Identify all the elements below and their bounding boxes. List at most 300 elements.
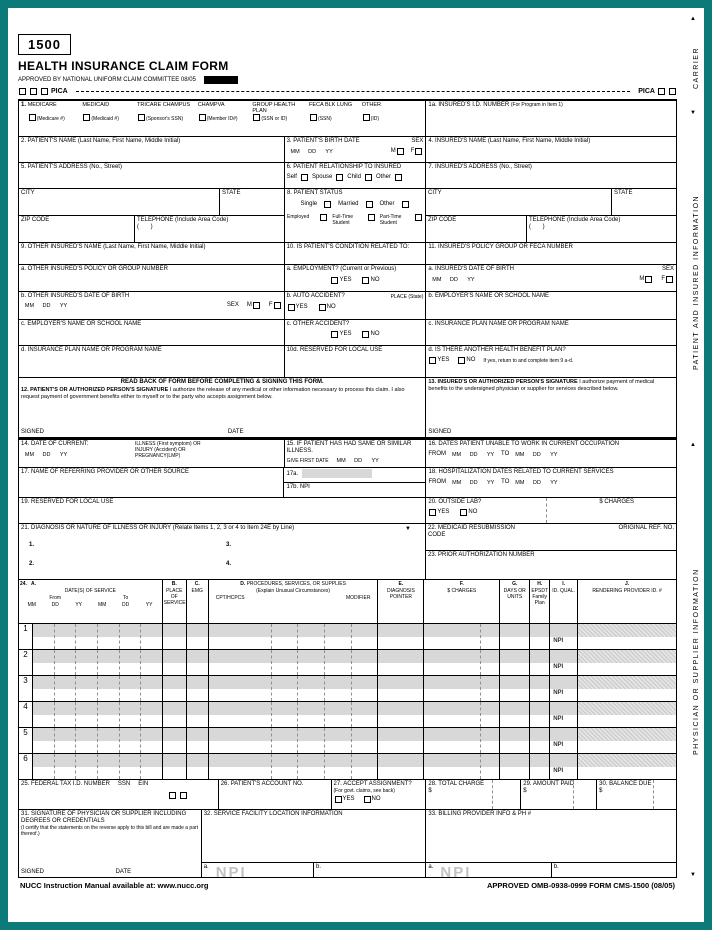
service-3-charges[interactable]: [424, 676, 500, 702]
field-11b-employer[interactable]: [426, 292, 677, 320]
service-2-units[interactable]: [500, 650, 530, 676]
field-10b-auto-accident[interactable]: [285, 292, 427, 320]
option-feca-sub: (SSN): [318, 116, 332, 122]
field-14-date-of-current[interactable]: [19, 440, 285, 468]
female-label: F: [410, 148, 415, 154]
cents-divider: [573, 780, 574, 809]
npi-label: NPI: [299, 484, 310, 490]
checkbox-medicare[interactable]: [29, 114, 36, 121]
field-21-diagnosis[interactable]: [19, 524, 426, 580]
field-8-patient-status[interactable]: [285, 189, 426, 243]
field-18-label: 18. HOSPITALIZATION DATES RELATED TO CURRENT SERVICES: [428, 469, 614, 475]
sex-label: SEX: [226, 302, 239, 308]
field-16-unable-to-work[interactable]: [426, 440, 677, 468]
checkbox-other[interactable]: [363, 114, 370, 121]
field-22-code-label: CODE: [428, 532, 446, 538]
form-header: [18, 10, 677, 99]
checkbox-other-status[interactable]: [402, 201, 409, 208]
no-label: NO: [370, 331, 380, 337]
pica-checkbox-1[interactable]: [19, 88, 26, 95]
col-h-header: [530, 580, 550, 624]
service-2-rendering-provider[interactable]: [578, 650, 677, 676]
checkbox-auto-yes[interactable]: [288, 304, 295, 311]
form-body: [18, 10, 677, 890]
self-label: Self: [286, 174, 297, 180]
service-1-emg[interactable]: [187, 624, 209, 650]
col-j-letter: J.: [624, 581, 630, 587]
service-2-place[interactable]: [163, 650, 187, 676]
field-17b-label: 17b.: [286, 484, 299, 490]
field-9d-insurance-plan[interactable]: [19, 346, 285, 378]
field-9-label: 9. OTHER INSURED'S NAME (Last Name, First Name, Middle Initial): [21, 244, 206, 250]
checkbox-employed[interactable]: [320, 214, 327, 221]
right-margin-rail: [682, 8, 703, 922]
checkbox-other-male[interactable]: [253, 302, 260, 309]
col-i-title: ID. QUAL.: [552, 588, 576, 594]
checkbox-tricare[interactable]: [138, 114, 145, 121]
checkbox-male[interactable]: [397, 148, 404, 155]
date-mm-label: MM: [336, 458, 346, 464]
service-5-diagnosis-pointer[interactable]: [378, 728, 424, 754]
field-17-label: 17. NAME OF REFERRING PROVIDER OR OTHER SOURCE: [21, 469, 190, 475]
date-yy-label: YY: [486, 479, 495, 486]
service-3-dates[interactable]: [33, 676, 163, 702]
service-2-charges[interactable]: [424, 650, 500, 676]
pica-dashed-line: [76, 91, 631, 92]
field-27-accept-assignment[interactable]: [332, 780, 427, 810]
service-4-diagnosis-pointer[interactable]: [378, 702, 424, 728]
checkbox-other-plan-yes[interactable]: [429, 357, 436, 364]
form-grid: [18, 99, 677, 878]
service-4-procedures[interactable]: [209, 702, 379, 728]
ssn-label: SSN: [117, 781, 131, 787]
form-number: 1500: [28, 37, 61, 52]
field-29-amount-paid[interactable]: [521, 780, 597, 810]
checkbox-insured-female[interactable]: [666, 276, 673, 283]
field-19-reserved[interactable]: [19, 498, 426, 524]
field-23-prior-authorization[interactable]: [426, 551, 677, 580]
field-22-medicaid-resubmission[interactable]: [426, 524, 677, 551]
service-1-charges[interactable]: [424, 624, 500, 650]
service-5-emg[interactable]: [187, 728, 209, 754]
col-d-subtitle: (Explain Unusual Circumstances): [256, 588, 331, 594]
checkbox-fulltime-student[interactable]: [368, 214, 375, 221]
form-number-box: [18, 34, 71, 55]
phone-parens: ( ): [529, 224, 545, 230]
date-yy-label: YY: [59, 302, 68, 309]
field-9-other-insured-name[interactable]: [19, 243, 285, 265]
checkbox-female[interactable]: [415, 148, 422, 155]
insured-telephone[interactable]: [527, 216, 677, 243]
checkbox-outside-lab-no[interactable]: [460, 509, 467, 516]
service-6-place[interactable]: [163, 754, 187, 780]
field-32a-npi[interactable]: [202, 863, 314, 877]
field-11c-insurance-plan[interactable]: [426, 320, 677, 346]
option-medicare-sub: (Medicare #): [36, 116, 65, 122]
checkbox-married[interactable]: [366, 201, 373, 208]
pica-checkbox-3[interactable]: [41, 88, 48, 95]
field-20-label: 20. OUTSIDE LAB?: [428, 499, 482, 505]
field-3-label: 3. PATIENT'S BIRTH DATE: [286, 138, 360, 144]
field-19-label: 19. RESERVED FOR LOCAL USE: [21, 499, 114, 505]
col-d-letter: D.: [240, 581, 246, 587]
section-arrow-icon: ▲: [690, 16, 696, 22]
service-5-epsdt[interactable]: [530, 728, 550, 754]
checkbox-auto-no[interactable]: [319, 304, 326, 311]
option-other-sub: (ID): [370, 116, 380, 122]
col-a-header: [19, 580, 163, 624]
field-17-referring-provider[interactable]: [19, 468, 284, 498]
field-17b-npi[interactable]: [284, 483, 426, 498]
field-17a[interactable]: [284, 468, 426, 483]
signed-label: SIGNED: [21, 869, 45, 875]
col-a-title: DATE(S) OF SERVICE: [64, 588, 116, 594]
yes-label: YES: [342, 796, 355, 802]
service-4-units[interactable]: [500, 702, 530, 728]
field-32-service-facility[interactable]: [202, 810, 427, 878]
service-3-emg[interactable]: [187, 676, 209, 702]
date-dd-label: DD: [51, 602, 59, 608]
redaction-box: [204, 76, 238, 84]
date-yy-label: YY: [325, 148, 333, 155]
relate-arrow-icon: ▼: [405, 526, 411, 532]
checkbox-ssn[interactable]: [169, 792, 176, 799]
field-30-label: 30. BALANCE DUE: [599, 781, 652, 787]
col-d-modifier: MODIFIER: [346, 595, 371, 601]
insured-city[interactable]: [426, 189, 612, 216]
service-2-epsdt[interactable]: [530, 650, 550, 676]
no-label: NO: [326, 304, 336, 310]
service-line-number: [19, 624, 33, 650]
field-11a-label: a. INSURED'S DATE OF BIRTH: [428, 266, 514, 272]
date-mm-label: MM: [452, 479, 462, 486]
field-1-insurance-type[interactable]: [19, 101, 426, 137]
field-11d-label: d. IS THERE ANOTHER HEALTH BENEFIT PLAN?: [428, 347, 566, 353]
line-number: 5: [23, 728, 28, 737]
service-5-id-qual[interactable]: [550, 728, 578, 754]
checkbox-champva[interactable]: [199, 114, 206, 121]
service-6-diagnosis-pointer[interactable]: [378, 754, 424, 780]
field-6-label: 6. PATIENT RELATIONSHIP TO INSURED: [286, 164, 402, 170]
field-15-give-first-date: GIVE FIRST DATE: [286, 458, 329, 464]
field-14-line-pregnancy: PREGNANCY(LMP): [135, 453, 181, 459]
date-mm-label: MM: [27, 602, 36, 608]
col-d-cpt: CPT/HCPCS: [215, 595, 245, 601]
checkbox-other-plan-no[interactable]: [458, 357, 465, 364]
date-yy-label: YY: [371, 458, 379, 464]
service-4-rendering-provider[interactable]: [578, 702, 677, 728]
service-line-number: [19, 702, 33, 728]
field-10a-employment[interactable]: [285, 265, 427, 292]
col-a-to: To: [122, 595, 129, 601]
pica-checkbox-5[interactable]: [669, 88, 676, 95]
checkbox-ein[interactable]: [180, 792, 187, 799]
checkbox-feca[interactable]: [310, 114, 317, 121]
field-9a-policy-number[interactable]: [19, 265, 285, 292]
field-12-patient-signature[interactable]: [19, 378, 426, 438]
line-number: 1: [23, 624, 28, 633]
signed-label: SIGNED: [21, 429, 45, 435]
service-4-charges[interactable]: [424, 702, 500, 728]
service-4-dates[interactable]: [33, 702, 163, 728]
date-dd-label: DD: [42, 452, 51, 458]
date-yy-label: YY: [145, 602, 153, 608]
checkbox-other-accident-yes[interactable]: [331, 331, 338, 338]
service-4-place[interactable]: [163, 702, 187, 728]
patient-city[interactable]: [19, 189, 220, 216]
field-4-insured-name[interactable]: [426, 137, 677, 163]
employed-label: Employed: [287, 214, 310, 220]
field-22-original-ref: ORIGINAL REF. NO.: [618, 525, 674, 531]
service-4-epsdt[interactable]: [530, 702, 550, 728]
field-2-patient-name[interactable]: [19, 137, 285, 163]
field-32b[interactable]: [314, 863, 425, 877]
fulltime-student-label: Full-Time Student: [332, 214, 354, 226]
date-yy-label: YY: [467, 276, 475, 283]
field-31-physician-signature[interactable]: [19, 810, 202, 878]
insured-state[interactable]: [612, 189, 677, 216]
service-3-place[interactable]: [163, 676, 187, 702]
service-6-emg[interactable]: [187, 754, 209, 780]
option-medicaid-label: MEDICAID: [82, 102, 110, 108]
field-27-label: 27. ACCEPT ASSIGNMENT?: [333, 781, 412, 787]
field-9d-label: d. INSURANCE PLAN NAME OR PROGRAM NAME: [21, 347, 162, 353]
service-6-rendering-provider[interactable]: [578, 754, 677, 780]
npi-label: NPI: [553, 768, 564, 774]
checkbox-assignment-no[interactable]: [364, 796, 371, 803]
field-3-patient-birthdate[interactable]: [285, 137, 427, 163]
field-5-patient-address[interactable]: [19, 163, 285, 189]
insured-zip[interactable]: [426, 216, 527, 243]
field-9b-other-insured-birthdate[interactable]: [19, 292, 285, 320]
service-3-id-qual[interactable]: [550, 676, 578, 702]
field-11a-insured-birthdate[interactable]: [426, 265, 677, 292]
field-33b-label: b.: [553, 864, 559, 870]
date-dd-label: DD: [449, 276, 458, 283]
col-i-header: [550, 580, 578, 624]
service-6-procedures[interactable]: [209, 754, 379, 780]
service-6-units[interactable]: [500, 754, 530, 780]
service-1-dates[interactable]: [33, 624, 163, 650]
cents-divider: [653, 780, 654, 809]
yes-label: YES: [339, 277, 352, 283]
field-30-balance-due[interactable]: [597, 780, 677, 810]
service-2-procedures[interactable]: [209, 650, 379, 676]
ein-label: EIN: [138, 781, 149, 787]
checkbox-other-female[interactable]: [274, 302, 281, 309]
zip-label: ZIP CODE: [21, 217, 50, 223]
field-1a-label: 1a. INSURED'S I.D. NUMBER: [428, 102, 510, 108]
checkbox-self[interactable]: [301, 174, 308, 181]
field-26-patient-account[interactable]: [219, 780, 332, 810]
patient-telephone[interactable]: [135, 216, 285, 243]
spouse-label: Spouse: [311, 174, 333, 180]
service-2-emg[interactable]: [187, 650, 209, 676]
field-11c-label: c. INSURANCE PLAN NAME OR PROGRAM NAME: [428, 321, 569, 327]
field-33-billing-provider[interactable]: [426, 810, 677, 878]
no-label: NO: [468, 509, 478, 515]
field-1a-insured-id[interactable]: [426, 101, 677, 137]
checkbox-assignment-yes[interactable]: [335, 796, 342, 803]
field-13-insured-signature[interactable]: [426, 378, 677, 438]
field-15-similar-illness[interactable]: [285, 440, 427, 468]
service-line-number: [19, 728, 33, 754]
checkbox-child[interactable]: [365, 174, 372, 181]
service-line-number: [19, 754, 33, 780]
service-3-rendering-provider[interactable]: [578, 676, 677, 702]
field-28-total-charge[interactable]: [426, 780, 521, 810]
diagnosis-1-label: 1.: [29, 542, 35, 548]
col-f-header: [424, 580, 500, 624]
service-5-procedures[interactable]: [209, 728, 379, 754]
service-1-diagnosis-pointer[interactable]: [378, 624, 424, 650]
col-c-title: EMG: [191, 588, 203, 594]
service-5-dates[interactable]: [33, 728, 163, 754]
field-11b-label: b. EMPLOYER'S NAME OR SCHOOL NAME: [428, 293, 549, 299]
field-11d-other-plan[interactable]: [426, 346, 677, 378]
pica-row: [18, 84, 677, 99]
field-25-federal-tax-id[interactable]: [19, 780, 219, 810]
parttime-student-label: Part-Time Student: [379, 214, 402, 226]
service-5-units[interactable]: [500, 728, 530, 754]
service-1-procedures[interactable]: [209, 624, 379, 650]
field-32b-label: b.: [316, 864, 322, 870]
service-4-emg[interactable]: [187, 702, 209, 728]
checkbox-spouse[interactable]: [336, 174, 343, 181]
service-5-place[interactable]: [163, 728, 187, 754]
service-line-number: [19, 650, 33, 676]
no-label: NO: [371, 796, 381, 802]
read-back-notice: READ BACK OF FORM BEFORE COMPLETING & SIGNING THIS FORM.: [120, 379, 324, 385]
col-c-letter: C.: [194, 581, 200, 587]
field-33-label: 33. BILLING PROVIDER INFO & PH #: [428, 811, 532, 817]
child-label: Child: [347, 174, 361, 180]
patient-insured-section-label: PATIENT AND INSURED INFORMATION: [693, 194, 700, 370]
yes-label: YES: [437, 509, 450, 515]
service-3-units[interactable]: [500, 676, 530, 702]
field-18-hospitalization-dates[interactable]: [426, 468, 677, 498]
married-label: Married: [338, 201, 359, 207]
field-9c-employer[interactable]: [19, 320, 285, 346]
col-a-letter: A.: [30, 581, 36, 587]
field-33b[interactable]: [552, 863, 676, 877]
field-20-outside-lab[interactable]: [426, 498, 677, 524]
checkbox-medicaid[interactable]: [83, 114, 90, 121]
service-2-id-qual[interactable]: [550, 650, 578, 676]
service-3-epsdt[interactable]: [530, 676, 550, 702]
service-3-procedures[interactable]: [209, 676, 379, 702]
patient-state[interactable]: [220, 189, 285, 216]
field-31-text: (I certify that the statements on the reverse apply to this bill and are made a part thereof.): [21, 825, 199, 837]
field-10c-label: c. OTHER ACCIDENT?: [286, 321, 350, 327]
field-14-label: 14. DATE OF CURRENT:: [21, 441, 89, 447]
service-1-id-qual[interactable]: [550, 624, 578, 650]
checkbox-insured-male[interactable]: [645, 276, 652, 283]
service-1-place[interactable]: [163, 624, 187, 650]
field-16-label: 16. DATES PATIENT UNABLE TO WORK IN CURRENT OCCUPATION: [428, 441, 620, 447]
place-state-label: PLACE (State): [390, 293, 424, 300]
service-6-charges[interactable]: [424, 754, 500, 780]
field-14-line-illness: ILLNESS (First symptom) OR: [135, 441, 201, 447]
field-10b-label: b. AUTO ACCIDENT?: [286, 293, 345, 299]
checkbox-employment-no[interactable]: [362, 277, 369, 284]
zip-label: ZIP CODE: [428, 217, 457, 223]
male-label: M: [246, 302, 252, 308]
checkbox-other-rel[interactable]: [395, 174, 402, 181]
date-dd-label: DD: [308, 148, 317, 155]
service-5-rendering-provider[interactable]: [578, 728, 677, 754]
field-2-label: 2. PATIENT'S NAME (Last Name, First Name, Middle Initial): [21, 138, 181, 144]
service-2-dates[interactable]: [33, 650, 163, 676]
field-11-policy-group[interactable]: [426, 243, 677, 265]
date-yy-label: YY: [486, 451, 495, 458]
service-6-epsdt[interactable]: [530, 754, 550, 780]
option-group-health-sub: (SSN or ID): [261, 116, 288, 122]
checkbox-parttime-student[interactable]: [415, 214, 422, 221]
city-label: CITY: [21, 190, 35, 196]
sex-label: SEX: [411, 138, 424, 144]
option-tricare-label: TRICARE CHAMPUS: [137, 102, 191, 108]
field-7-insured-address[interactable]: [426, 163, 677, 189]
line-number: 6: [23, 754, 28, 763]
service-1-epsdt[interactable]: [530, 624, 550, 650]
no-label: NO: [370, 277, 380, 283]
no-label: NO: [466, 357, 476, 363]
field-31-label: 31. SIGNATURE OF PHYSICIAN OR SUPPLIER INCLUDING DEGREES OR CREDENTIALS: [21, 811, 187, 824]
service-2-diagnosis-pointer[interactable]: [378, 650, 424, 676]
service-1-units[interactable]: [500, 624, 530, 650]
option-other-label: OTHER: [361, 102, 381, 108]
col-e-letter: E.: [398, 581, 404, 587]
col-f-title: $ CHARGES: [447, 588, 477, 594]
service-6-dates[interactable]: [33, 754, 163, 780]
service-1-rendering-provider[interactable]: [578, 624, 677, 650]
field-11-label: 11. INSURED'S POLICY GROUP OR FECA NUMBER: [428, 244, 573, 250]
to-label: TO: [501, 479, 510, 485]
service-6-id-qual[interactable]: [550, 754, 578, 780]
patient-zip[interactable]: [19, 216, 135, 243]
carrier-section-label: CARRIER: [693, 47, 700, 90]
service-line-number: [19, 676, 33, 702]
field-22-label: 22. MEDICAID RESUBMISSION: [428, 525, 516, 531]
field-6-relationship[interactable]: [285, 163, 427, 189]
checkbox-group-health[interactable]: [253, 114, 260, 121]
field-33a-npi[interactable]: [426, 863, 551, 877]
pica-label-right: PICA: [638, 88, 655, 95]
pica-checkbox-2[interactable]: [30, 88, 37, 95]
pica-checkbox-4[interactable]: [658, 88, 665, 95]
checkbox-other-accident-no[interactable]: [362, 331, 369, 338]
col-c-header: [187, 580, 209, 624]
option-champva-sub: (Member ID#): [206, 116, 238, 122]
field-10c-other-accident[interactable]: [285, 320, 427, 346]
field-10d-reserved[interactable]: [285, 346, 427, 378]
checkbox-employment-yes[interactable]: [331, 277, 338, 284]
yes-label: YES: [437, 357, 450, 363]
checkbox-single[interactable]: [324, 201, 331, 208]
service-4-id-qual[interactable]: [550, 702, 578, 728]
option-group-health-label: GROUP HEALTH PLAN: [252, 102, 296, 114]
date-mm-label: MM: [432, 276, 442, 283]
service-3-diagnosis-pointer[interactable]: [378, 676, 424, 702]
npi-watermark: NPI: [440, 864, 472, 878]
field-17a-shaded-area: [302, 469, 372, 478]
service-5-charges[interactable]: [424, 728, 500, 754]
field-7-label: 7. INSURED'S ADDRESS (No., Street): [428, 164, 532, 170]
field-28-label: 28. TOTAL CHARGE: [428, 781, 485, 787]
checkbox-outside-lab-yes[interactable]: [429, 509, 436, 516]
field-23-label: 23. PRIOR AUTHORIZATION NUMBER: [428, 552, 535, 558]
